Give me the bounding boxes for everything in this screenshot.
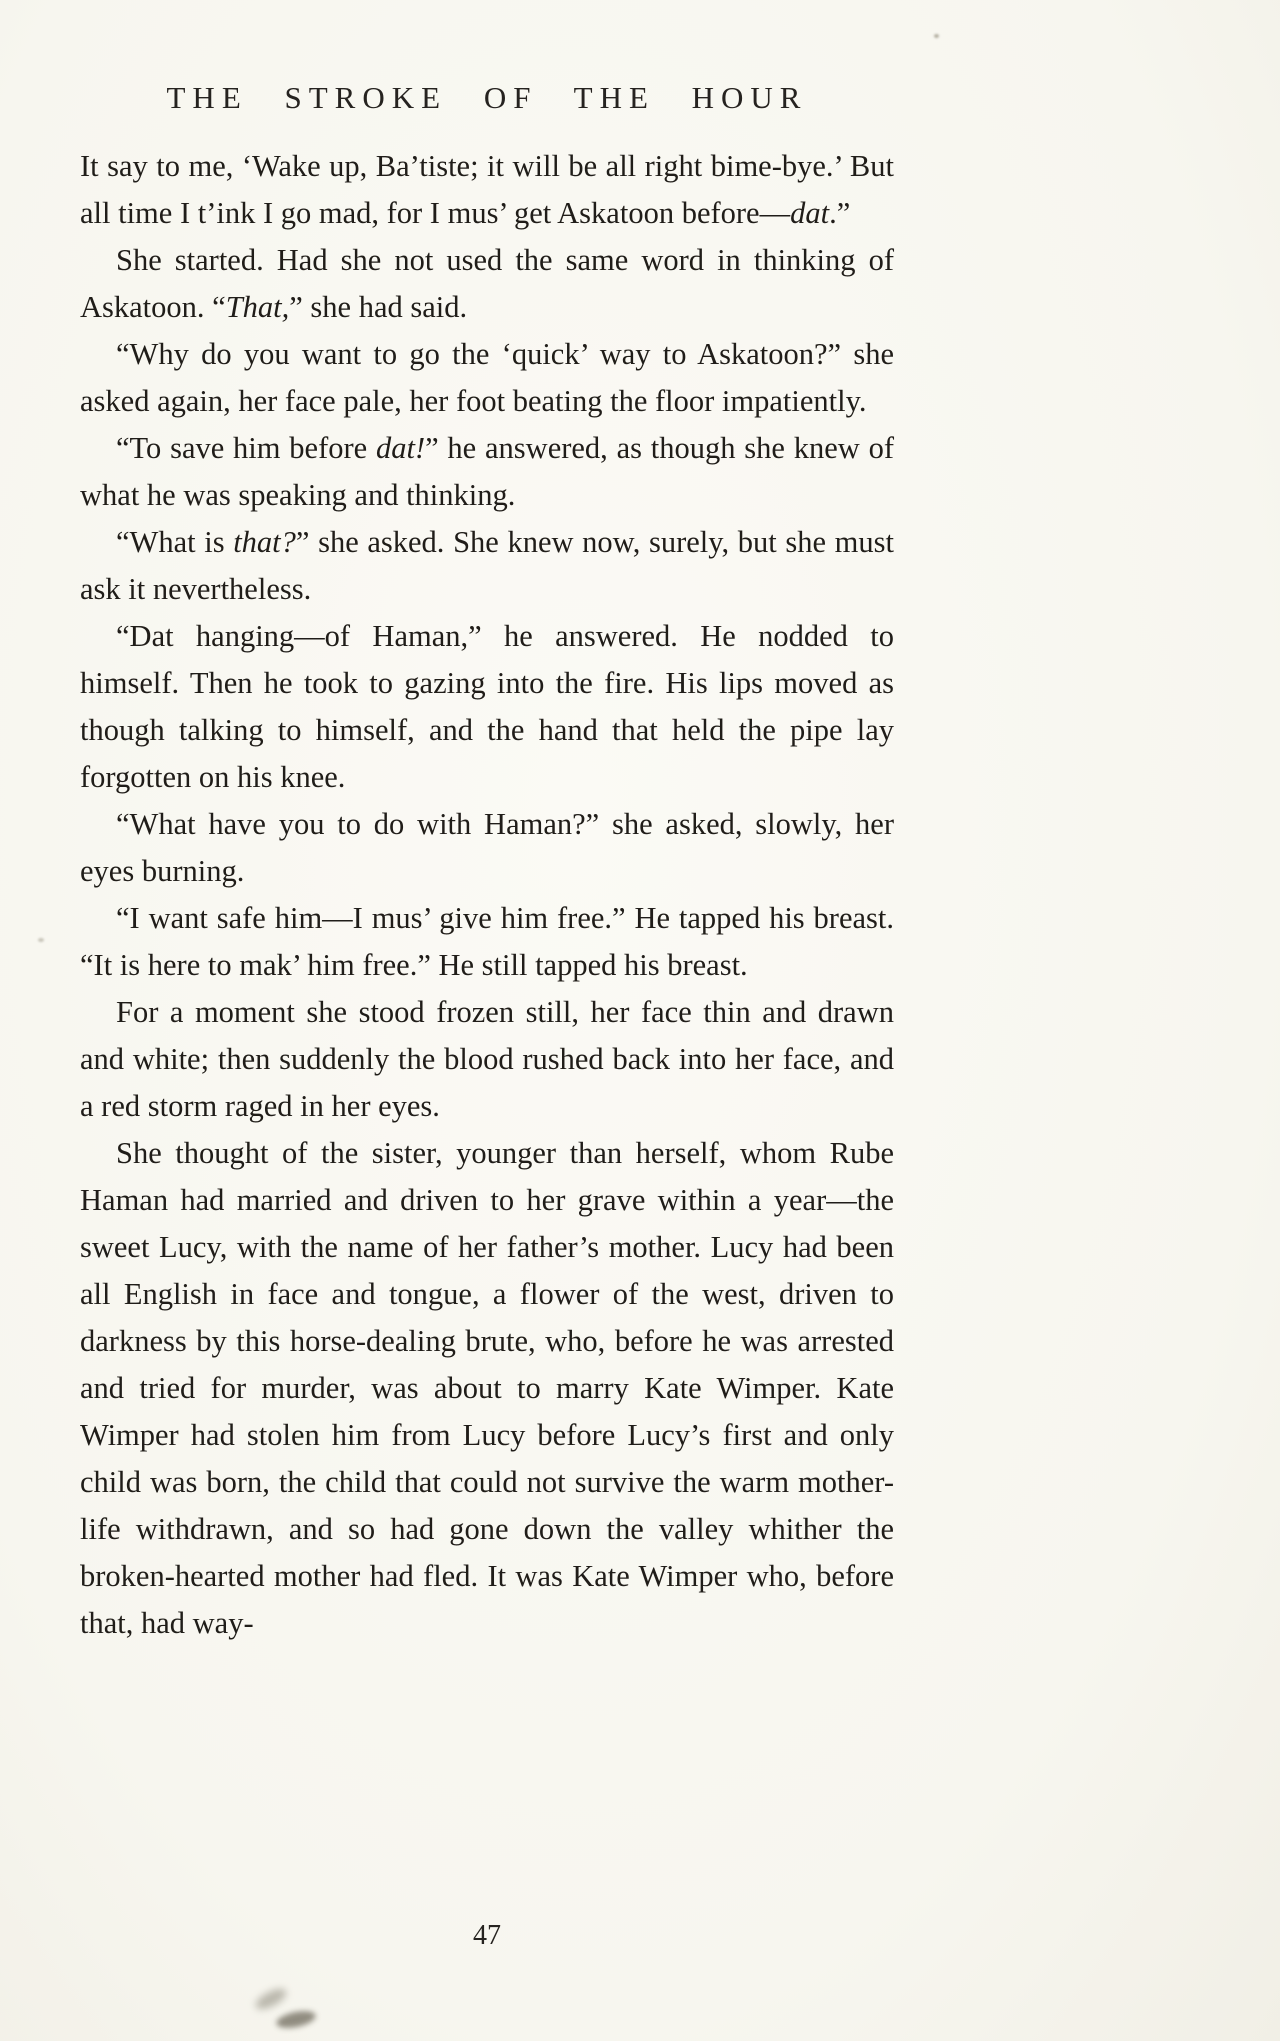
text-run: “To save him before (116, 431, 376, 465)
running-header: THE STROKE OF THE HOUR (166, 80, 808, 115)
page-number: 47 (473, 1920, 501, 1951)
paragraph (80, 613, 894, 801)
paragraph (80, 425, 894, 519)
paragraph (80, 801, 894, 895)
text-run: “What is (116, 525, 234, 559)
paragraph (80, 519, 894, 613)
paragraph (80, 989, 894, 1130)
text-run: For a moment she stood frozen still, her face thin and drawn and white; then suddenly the blood rushed back into her face, and a red storm raged in her eyes. (80, 995, 894, 1123)
text-run: “Why do you want to go the ‘quick’ way to Askatoon?” she asked again, her face pale, her foot beating the floor impatiently. (80, 337, 894, 418)
paragraph (80, 143, 894, 237)
text-run: “I want safe him—I mus’ give him free.” He tapped his breast. “It is here to mak’ him free.” He still tapped his breast. (80, 901, 894, 982)
italic-run: dat (790, 196, 830, 230)
text-run: She started. Had she not used the same word in thinking of Askatoon. “ (80, 243, 894, 324)
paragraph (80, 1130, 894, 1647)
italic-run: that? (233, 525, 296, 559)
paragraph (80, 237, 894, 331)
italic-run: That, (225, 290, 290, 324)
italic-run: dat! (375, 431, 426, 465)
text-run: ” she asked. She knew now, surely, but she must ask it nevertheless. (80, 525, 894, 606)
ink-smudge (248, 1988, 328, 2034)
text-run: It say to me, ‘Wake up, Ba’tiste; it will be all right bime-bye.’ But all time I t’ink I go mad, for I mus’ get Askatoon before— (80, 149, 894, 230)
paper-speck (38, 938, 44, 942)
text-run: ” she had said. (289, 290, 468, 324)
text-run: ” he answered, as though she knew of what he was speaking and thinking. (80, 431, 894, 512)
paper-speck (934, 34, 939, 38)
paragraph (80, 895, 894, 989)
smudge-mark (275, 2008, 317, 2031)
text-run: She thought of the sister, younger than herself, whom Rube Haman had married and driven to her grave within a year—the sweet Lucy, with the name of her father’s mother. Lucy had been all English in face and tongue, a flower of the west, driven to darkness by this horse-dealing brute, who, before he was arrested and tried for murder, was about to marry Kate Wimper. Kate Wimper had stolen him from Lucy before Lucy’s first and only child was born, the child that could not survive the warm mother-life withdrawn, and so had gone down the valley whither the broken-hearted mother had fled. It was Kate Wimper who, before that, had way- (80, 1136, 894, 1640)
smudge-mark (253, 1985, 290, 2013)
text-run: “What have you to do with Haman?” she asked, slowly, her eyes burning. (80, 807, 894, 888)
text-run: .” (829, 196, 851, 230)
text-block (80, 143, 894, 1647)
text-run: “Dat hanging—of Haman,” he answered. He nodded to himself. Then he took to gazing into the fire. His lips moved as though talking to himself, and the hand that held the pipe lay forgotten on his knee. (80, 619, 894, 794)
paragraph (80, 331, 894, 425)
